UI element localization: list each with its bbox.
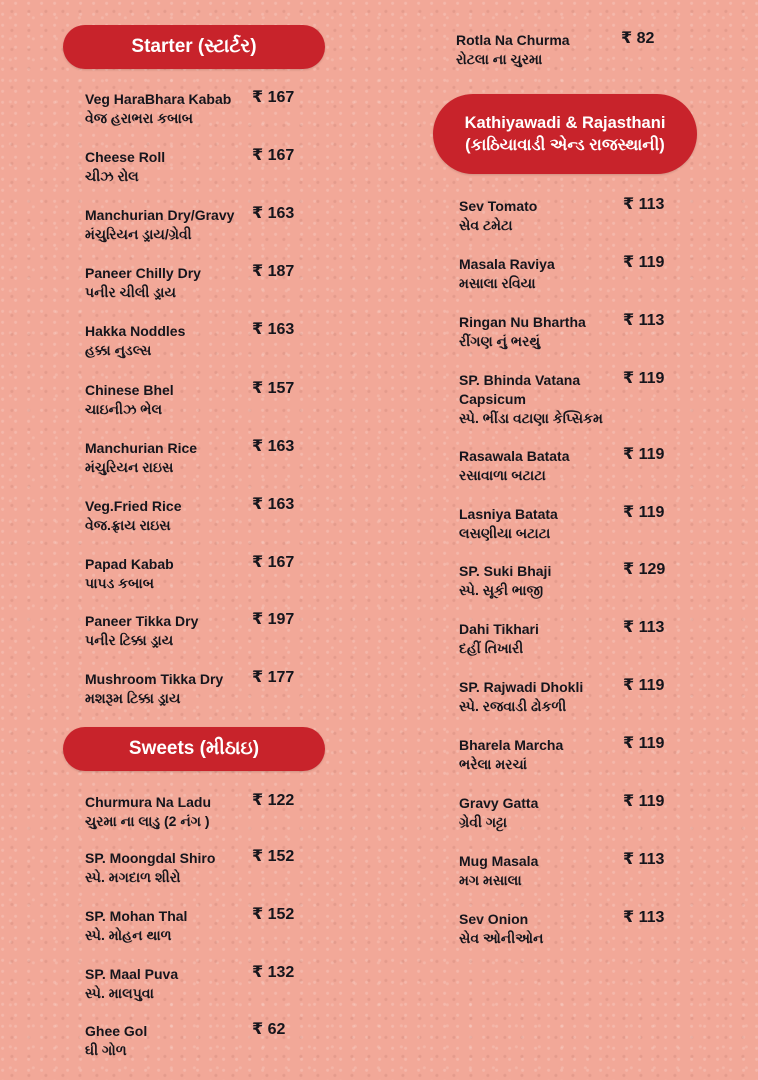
menu-item-price <box>252 668 294 688</box>
menu-item <box>85 965 251 1003</box>
rupee-symbol: ₹ <box>252 263 264 280</box>
menu-item-name: Manchurian Dry/Gravy <box>85 207 235 223</box>
menu-item-gujarati-name: સ્પે. ભીંડા વટાણા કેપ્સિકમ <box>459 410 603 426</box>
price-value: 113 <box>638 196 665 213</box>
rupee-symbol: ₹ <box>252 1021 264 1038</box>
rupee-symbol: ₹ <box>623 370 635 387</box>
rupee-symbol: ₹ <box>623 446 635 463</box>
rupee-symbol: ₹ <box>252 496 264 513</box>
menu-item-gujarati-name: સ્પે. મોહન થાળ <box>85 927 172 943</box>
menu-item-name: Gravy Gatta <box>459 795 539 811</box>
menu-item <box>85 439 251 477</box>
rupee-symbol: ₹ <box>252 380 264 397</box>
menu-item-name: Masala Raviya <box>459 256 555 272</box>
menu-item-name: Lasniya Batata <box>459 506 558 522</box>
rupee-symbol: ₹ <box>252 321 264 338</box>
price-value: 113 <box>638 312 665 329</box>
rupee-symbol: ₹ <box>252 848 264 865</box>
menu-item-name: Paneer Chilly Dry <box>85 265 201 281</box>
menu-item <box>85 381 251 419</box>
menu-item <box>459 910 543 948</box>
menu-item-price <box>252 1020 285 1040</box>
menu-item-gujarati-name: વેજ.ફ્રાય રાઇસ <box>85 517 171 533</box>
menu-item-price <box>621 29 654 49</box>
menu-item-name: SP. Rajwadi Dhokli <box>459 679 584 695</box>
menu-item-name: SP. Suki Bhaji <box>459 563 552 579</box>
rupee-symbol: ₹ <box>623 504 635 521</box>
menu-item-gujarati-name: રોટલા ના ચુરમા <box>456 51 543 67</box>
rupee-symbol: ₹ <box>623 851 635 868</box>
menu-item-name: Dahi Tikhari <box>459 621 539 637</box>
menu-item-name: Churmura Na Ladu <box>85 794 212 810</box>
rupee-symbol: ₹ <box>623 561 635 578</box>
price-value: 119 <box>638 254 665 271</box>
sweets-section-title: Sweets (મીઠાઇ) <box>63 727 325 771</box>
menu-item <box>459 505 558 543</box>
menu-item-name: Cheese Roll <box>85 149 166 165</box>
menu-item-price <box>623 195 664 215</box>
kathiyawadi-title-english: Kathiyawadi & Rajasthani <box>464 114 666 132</box>
menu-item-gujarati-name: ચાઇનીઝ ભેલ <box>85 401 163 417</box>
menu-item-price <box>252 379 294 399</box>
menu-item-price <box>623 676 664 696</box>
menu-item-gujarati-name: મંચુરિયન રાઇસ <box>85 459 174 475</box>
price-value: 119 <box>638 446 665 463</box>
menu-item <box>459 562 551 600</box>
menu-item <box>85 264 251 302</box>
menu-item-gujarati-name: ગ્રેવી ગટ્ટા <box>459 814 508 830</box>
menu-item <box>85 206 251 244</box>
menu-item-gujarati-name: મંચુરિયન ડ્રાય/ગ્રેવી <box>85 226 192 242</box>
menu-item <box>85 555 251 593</box>
starter-section-title: Starter (સ્ટાર્ટર) <box>63 25 325 69</box>
menu-item <box>459 678 583 716</box>
menu-item-name: Rasawala Batata <box>459 448 570 464</box>
menu-item-name: Rotla Na Churma <box>456 32 570 48</box>
rupee-symbol: ₹ <box>623 909 635 926</box>
menu-item-name: Bharela Marcha <box>459 737 564 753</box>
menu-item-name: Sev Onion <box>459 911 529 927</box>
rupee-symbol: ₹ <box>252 906 264 923</box>
menu-item-gujarati-name: સેવ ઓનીઓન <box>459 930 544 946</box>
menu-item-name: SP. Mohan Thal <box>85 908 188 924</box>
menu-item-price <box>623 734 664 754</box>
menu-item <box>459 313 586 351</box>
menu-item-name: SP. Bhinda Vatana Capsicum <box>459 372 581 407</box>
menu-item-name: Paneer Tikka Dry <box>85 613 199 629</box>
menu-item-name: Papad Kabab <box>85 556 174 572</box>
menu-item-gujarati-name: મસાલા રવિયા <box>459 275 536 291</box>
menu-item-gujarati-name: પનીર ચીલી ડ્રાય <box>85 284 176 300</box>
menu-item-gujarati-name: સ્પે. સૂકી ભાજી <box>459 582 544 598</box>
rupee-symbol: ₹ <box>252 554 264 571</box>
rupee-symbol: ₹ <box>252 89 264 106</box>
menu-item-price <box>623 618 664 638</box>
menu-item <box>456 31 570 69</box>
rupee-symbol: ₹ <box>252 438 264 455</box>
kathiyawadi-section-title <box>433 94 697 174</box>
rupee-symbol: ₹ <box>623 619 635 636</box>
menu-item-gujarati-name: ચુરમા ના લાડુ (2 નંગ ) <box>85 813 210 829</box>
menu-item-price <box>252 610 294 630</box>
menu-item-gujarati-name: ઘી ગોળ <box>85 1042 127 1058</box>
rupee-symbol: ₹ <box>623 312 635 329</box>
price-value: 152 <box>267 848 295 865</box>
menu-item <box>459 620 539 658</box>
price-value: 113 <box>638 619 665 636</box>
menu-item <box>85 322 251 360</box>
menu-item-name: Ghee Gol <box>85 1023 148 1039</box>
menu-item-gujarati-name: ચીઝ રોલ <box>85 168 139 184</box>
menu-item-name: Veg HaraBhara Kabab <box>85 91 232 107</box>
price-value: 177 <box>267 669 295 686</box>
menu-item <box>85 907 251 945</box>
menu-item-name: Sev Tomato <box>459 198 538 214</box>
price-value: 167 <box>267 554 295 571</box>
menu-item-price <box>252 320 294 340</box>
price-value: 163 <box>267 205 295 222</box>
menu-item-gujarati-name: મશરૂમ ટિક્કા ડ્રાય <box>85 690 181 706</box>
menu-item <box>459 852 538 890</box>
price-value: 119 <box>638 677 665 694</box>
menu-item <box>85 497 251 535</box>
price-value: 163 <box>267 496 295 513</box>
menu-item-name: Ringan Nu Bhartha <box>459 314 586 330</box>
menu-item-price <box>252 791 294 811</box>
price-value: 187 <box>267 263 295 280</box>
menu-item-gujarati-name: લસણીયા બટાટા <box>459 525 551 541</box>
rupee-symbol: ₹ <box>252 669 264 686</box>
menu-item-price <box>252 495 294 515</box>
price-value: 132 <box>267 964 295 981</box>
price-value: 113 <box>638 909 665 926</box>
menu-item-price <box>252 437 294 457</box>
menu-item <box>459 371 609 428</box>
price-value: 119 <box>638 504 665 521</box>
menu-item-price <box>252 88 294 108</box>
menu-item-price <box>623 792 664 812</box>
menu-item-price <box>623 850 664 870</box>
price-value: 122 <box>267 792 295 809</box>
menu-item-price <box>252 905 294 925</box>
price-value: 119 <box>638 735 665 752</box>
menu-item-gujarati-name: રીંગણ નું ભરથું <box>459 333 541 349</box>
menu-item-gujarati-name: સ્પે. રજવાડી ઢોકળી <box>459 698 567 714</box>
price-value: 82 <box>636 30 655 47</box>
menu-item-name: Manchurian Rice <box>85 440 198 456</box>
menu-item-price <box>623 311 664 331</box>
rupee-symbol: ₹ <box>621 30 633 47</box>
price-value: 119 <box>638 370 665 387</box>
rupee-symbol: ₹ <box>252 611 264 628</box>
menu-item-price <box>623 908 664 928</box>
menu-item-price <box>252 262 294 282</box>
rupee-symbol: ₹ <box>623 793 635 810</box>
menu-item <box>459 447 570 485</box>
menu-item <box>459 736 563 774</box>
menu-item <box>85 793 251 831</box>
price-value: 152 <box>267 906 295 923</box>
rupee-symbol: ₹ <box>623 677 635 694</box>
menu-item <box>459 255 555 293</box>
menu-item-name: Chinese Bhel <box>85 382 174 398</box>
menu-item-name: Mug Masala <box>459 853 539 869</box>
price-value: 163 <box>267 438 295 455</box>
menu-item-price <box>623 503 664 523</box>
menu-item-gujarati-name: રસાવાળા બટાટા <box>459 467 546 483</box>
menu-item-gujarati-name: ભરેલા મરચાં <box>459 756 528 772</box>
price-value: 167 <box>267 89 295 106</box>
menu-item <box>85 90 251 128</box>
rupee-symbol: ₹ <box>252 964 264 981</box>
rupee-symbol: ₹ <box>623 254 635 271</box>
menu-item <box>85 148 251 186</box>
price-value: 62 <box>267 1021 286 1038</box>
menu-item-name: Veg.Fried Rice <box>85 498 182 514</box>
menu-item <box>85 670 251 708</box>
price-value: 167 <box>267 147 295 164</box>
menu-item-price <box>252 553 294 573</box>
menu-item <box>459 794 538 832</box>
menu-item <box>85 1022 251 1060</box>
menu-item-gujarati-name: દહીં તિખારી <box>459 640 524 656</box>
menu-item-price <box>252 963 294 983</box>
menu-item-name: SP. Moongdal Shiro <box>85 850 216 866</box>
menu-item-price <box>623 369 664 389</box>
menu-item-price <box>252 146 294 166</box>
menu-item <box>85 849 251 887</box>
price-value: 129 <box>638 561 666 578</box>
menu-item-gujarati-name: વેજ હરાભરા કબાબ <box>85 110 194 126</box>
rupee-symbol: ₹ <box>252 792 264 809</box>
menu-item-price <box>623 445 664 465</box>
menu-item-price <box>252 847 294 867</box>
menu-item-price <box>623 253 664 273</box>
rupee-symbol: ₹ <box>623 735 635 752</box>
price-value: 113 <box>638 851 665 868</box>
menu-item-name: Hakka Noddles <box>85 323 186 339</box>
menu-item <box>459 197 537 235</box>
price-value: 163 <box>267 321 295 338</box>
menu-item-gujarati-name: પાપડ કબાબ <box>85 575 154 591</box>
menu-item-price <box>252 204 294 224</box>
menu-item-gujarati-name: મગ મસાલા <box>459 872 522 888</box>
rupee-symbol: ₹ <box>252 205 264 222</box>
price-value: 119 <box>638 793 665 810</box>
menu-item-gujarati-name: પનીર ટિક્કા ડ્રાય <box>85 632 174 648</box>
kathiyawadi-title-gujarati: (કાઠિયાવાડી એન્ડ રાજસ્થાની) <box>465 136 665 154</box>
menu-item-name: Mushroom Tikka Dry <box>85 671 224 687</box>
price-value: 157 <box>267 380 295 397</box>
rupee-symbol: ₹ <box>252 147 264 164</box>
rupee-symbol: ₹ <box>623 196 635 213</box>
menu-item-name: SP. Maal Puva <box>85 966 179 982</box>
menu-item-gujarati-name: હક્કા નુડલ્સ <box>85 342 152 358</box>
menu-item <box>85 612 251 650</box>
menu-item-gujarati-name: સેવ ટમેટા <box>459 217 513 233</box>
price-value: 197 <box>267 611 295 628</box>
menu-item-gujarati-name: સ્પે. માલપુવા <box>85 985 154 1001</box>
menu-item-price <box>623 560 665 580</box>
menu-item-gujarati-name: સ્પે. મગદાળ શીરો <box>85 869 181 885</box>
